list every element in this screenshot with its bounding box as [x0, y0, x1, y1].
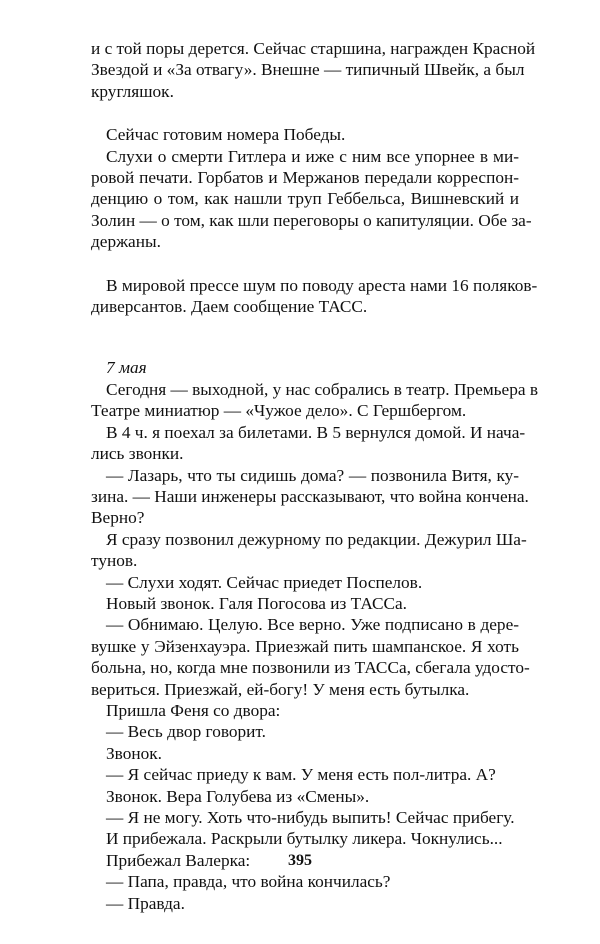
text-line: — Правда. [106, 893, 185, 913]
text-line: Слухи о смерти Гитлера и иже с ним все упорнее в ми- [106, 146, 519, 166]
text-line: И прибежала. Раскрыли бутылку ликера. Чокнулись... [106, 829, 503, 849]
text-line: Театре миниатюр — «Чужое дело». С Гершбергом. [91, 401, 467, 421]
text-line: вушке у Эйзенхауэра. Приезжай пить шампанское. Я хоть [91, 636, 519, 656]
text-line: лись звонки. [91, 444, 184, 464]
text-line: Сегодня — выходной, у нас собрались в театр. Премьера в [106, 379, 539, 399]
text-line: Звонок. [106, 743, 162, 763]
text-line: держаны. [91, 232, 161, 252]
text-line: вериться. Приезжай, ей-богу! У меня есть бутылка. [91, 679, 470, 699]
text-line: В 4 ч. я поехал за билетами. В 5 вернулся домой. И нача- [106, 422, 526, 442]
paragraph-p4 [91, 275, 538, 318]
paragraph-gap [91, 253, 519, 275]
text-line: Звездой и «За отвагу». Внешне — типичный Швейк, а был [91, 60, 525, 80]
text-line: тунов. [91, 551, 138, 571]
paragraph-p1 [91, 38, 536, 102]
page-number: 395 [288, 852, 312, 869]
text-blocks [91, 38, 538, 317]
text-line: Золин — о том, как шли переговоры о капитуляции. Обе за- [91, 210, 532, 230]
text-line: Сейчас готовим номера Победы. [106, 125, 346, 145]
paragraph-gap [91, 102, 519, 124]
date-heading: 7 мая [106, 358, 147, 378]
text-line: Пришла Феня со двора: [106, 700, 281, 720]
paragraph-p2 [91, 124, 519, 145]
text-line: диверсантов. Даем сообщение ТАСС. [91, 297, 368, 317]
text-line: — Я не могу. Хоть что-нибудь выпить! Сейчас прибегу. [106, 808, 515, 827]
text-line: Звонок. Вера Голубева из «Смены». [106, 786, 370, 806]
text-line: Верно? [91, 508, 145, 528]
text-line: — Обнимаю. Целую. Все верно. Уже подписано в дере- [106, 615, 519, 635]
text-line: больна, но, когда мне позвонили из ТАССа, сбегала удосто- [91, 658, 530, 678]
text-line: — Весь двор говорит. [106, 722, 266, 742]
text-line: зина. — Наши инженеры рассказывают, что война кончена. [91, 486, 529, 506]
section-gap [91, 317, 519, 357]
text-line: — Слухи ходят. Сейчас приедет Поспелов. [106, 572, 423, 592]
text-line: Я сразу позвонил дежурному по редакции. Дежурил Ша- [106, 529, 527, 549]
text-line: — Папа, правда, что война кончилась? [106, 872, 391, 892]
text-line: кругляшок. [91, 81, 174, 101]
diary-entry [91, 379, 539, 914]
text-line: В мировой прессе шум по поводу ареста нами 16 поляков- [106, 275, 538, 295]
page-body [91, 38, 539, 914]
text-line: Прибежал Валерка: [106, 850, 251, 870]
text-line: — Лазарь, что ты сидишь дома? — позвонила Витя, ку- [106, 465, 519, 485]
text-line: — Я сейчас приеду к вам. У меня есть пол-литра. А? [106, 765, 496, 785]
text-line: ровой печати. Горбатов и Мержанов передали корреспон- [91, 168, 519, 188]
paragraph-p3 [91, 146, 532, 253]
text-line: денцию о том, как нашли труп Геббельса, Вишневский и [91, 189, 519, 209]
text-line: Новый звонок. Галя Погосова из ТАССа. [106, 593, 408, 613]
text-line: и с той поры дерется. Сейчас старшина, награжден Красной [91, 39, 536, 58]
